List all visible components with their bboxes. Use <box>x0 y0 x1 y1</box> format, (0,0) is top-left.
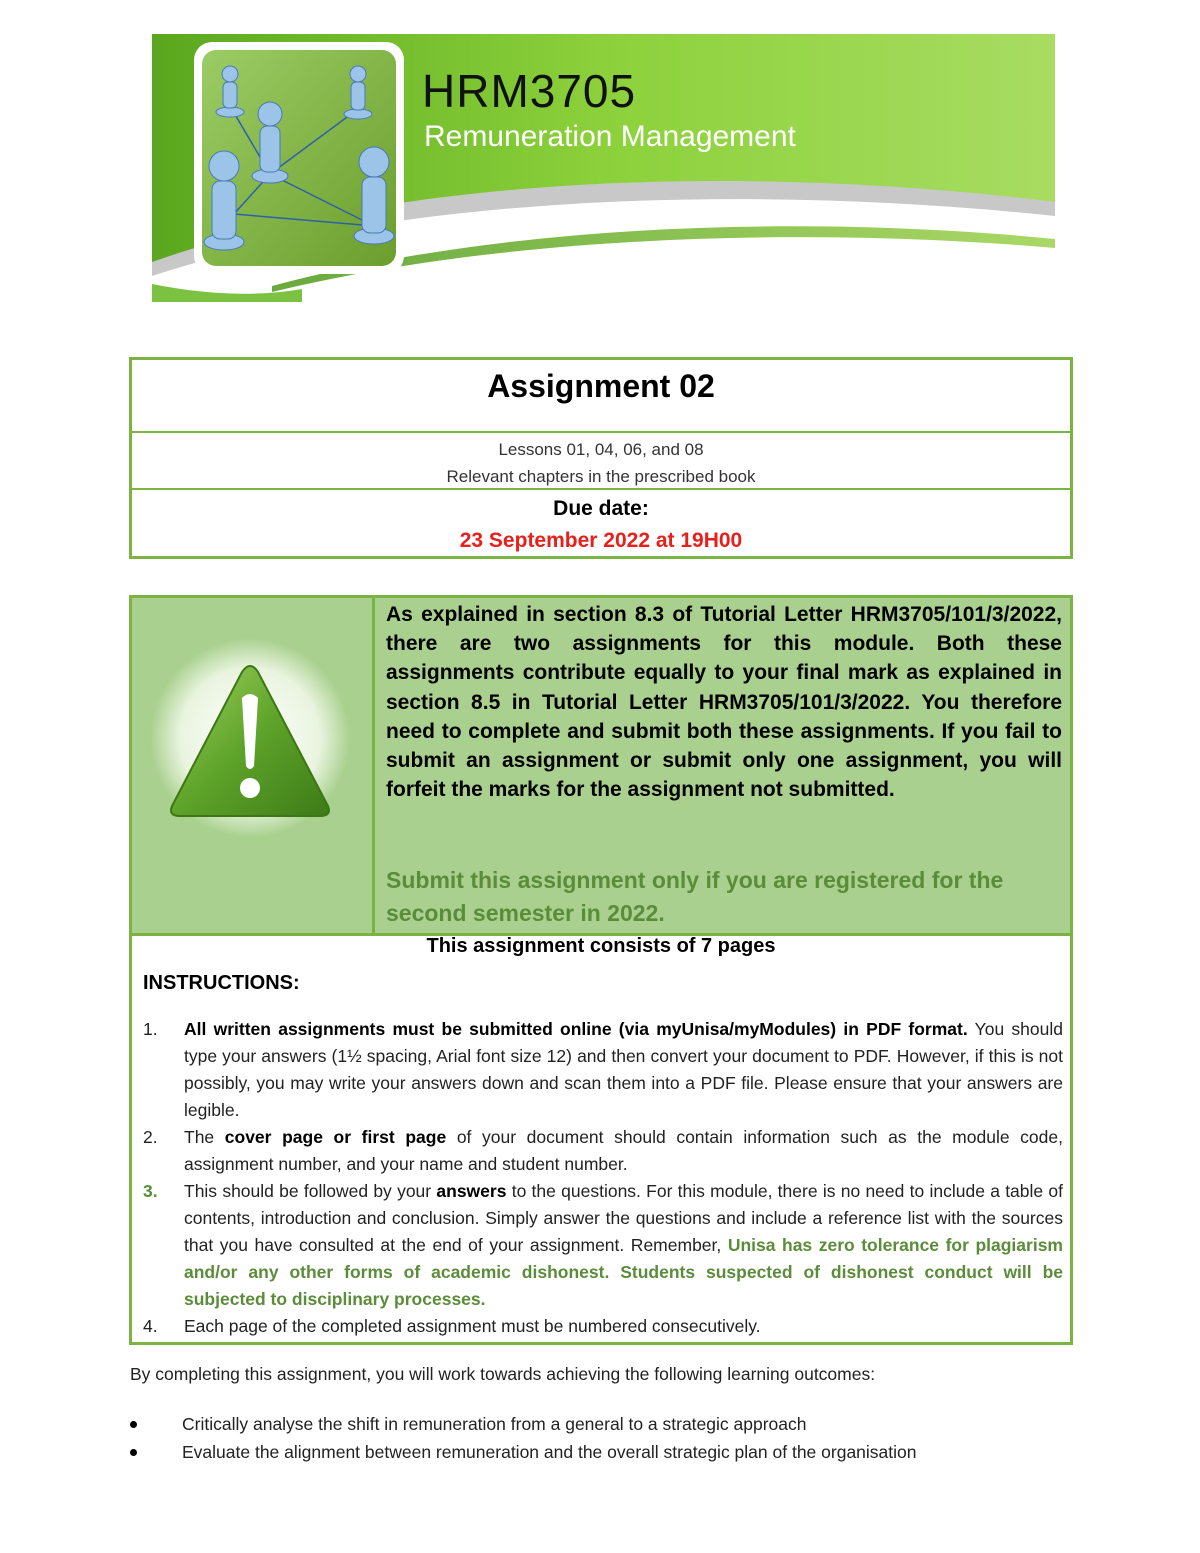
warning-cell <box>132 598 375 933</box>
outcome-text: Evaluate the alignment between remuneration and the overall strategic plan of the organisation <box>182 1442 917 1462</box>
lessons-text: Lessons 01, 04, 06, and 08 <box>498 440 704 459</box>
instructions-heading: INSTRUCTIONS: <box>143 972 300 994</box>
assignment-title-row <box>132 360 1070 433</box>
outcomes-list <box>130 1410 917 1466</box>
item-text: of your document should contain information such as the module code, assignment number, and your name and student number. <box>184 1127 1063 1174</box>
instructions-list <box>143 1016 1063 1340</box>
item-bold-text: All written assignments must be submitted online (via myUnisa/myModules) in PDF format. <box>184 1019 968 1039</box>
list-item <box>130 1410 917 1438</box>
module-code: HRM3705 <box>422 65 637 117</box>
item-number: 4. <box>143 1316 158 1336</box>
warning-triangle-icon <box>150 638 350 838</box>
notice-box <box>129 595 1073 1345</box>
due-date-row <box>132 490 1070 558</box>
notice-top-row <box>132 598 1070 936</box>
item-number: 1. <box>143 1019 158 1039</box>
outcome-text: Critically analyse the shift in remuneration from a general to a strategic approach <box>182 1414 807 1434</box>
lessons-row <box>132 433 1070 490</box>
assignment-info-table <box>129 357 1073 559</box>
item-text: Each page of the completed assignment must be numbered consecutively. <box>184 1316 761 1336</box>
semester-notice: Submit this assignment only if you are registered for the second semester in 2022. <box>386 867 1004 926</box>
due-date-value: 23 September 2022 at 19H00 <box>459 529 743 552</box>
module-name: Remuneration Management <box>424 120 796 153</box>
bullet-icon <box>130 1421 137 1428</box>
item-number: 2. <box>143 1127 158 1147</box>
list-item <box>143 1124 1063 1178</box>
item-text: This should be followed by your <box>184 1181 432 1201</box>
list-item <box>143 1016 1063 1124</box>
item-text: to the questions. For this module, there is no need to include a table of contents, introduction and conclusion. Simply answer the questions and include a reference list with the sources that you have consulted at the end of your assignment. Remember, <box>184 1181 1063 1255</box>
list-item <box>143 1178 1063 1313</box>
outcomes-intro: By completing this assignment, you will work towards achieving the following learning outcomes: <box>130 1364 876 1384</box>
notice-text: As explained in section 8.3 of Tutorial Letter HRM3705/101/3/2022, there are two assignments for this module. Both these assignments contribute equally to your final mark as explained in section 8.5 in Tutorial Letter HRM3705/101/3/2022. You therefore need to complete and submit both these assignments. If you fail to submit an assignment or submit only one assignment, you will forfeit the marks for the assignment not submitted. <box>386 603 1062 802</box>
page-count-text: This assignment consists of 7 pages <box>426 935 776 957</box>
chapters-text: Relevant chapters in the prescribed book <box>446 467 756 486</box>
list-item <box>143 1313 1063 1340</box>
assignment-title: Assignment 02 <box>487 368 715 404</box>
item-text: You should type your answers (1½ spacing, Arial font size 12) and then convert your document to PDF. However, if this is not possibly, you may write your answers down and scan them into a PDF file. Please ensure that your answers are legible. <box>184 1019 1064 1120</box>
item-number: 3. <box>143 1181 158 1201</box>
bullet-icon <box>130 1449 137 1456</box>
module-banner <box>152 34 1055 302</box>
item-text: The <box>184 1127 215 1147</box>
item-bold-text: answers <box>436 1181 507 1201</box>
list-item <box>130 1438 917 1466</box>
due-date-label: Due date: <box>553 497 649 520</box>
item-bold-text: cover page or first page <box>224 1127 447 1147</box>
plagiarism-warning: Unisa has zero tolerance for plagiarism and/or any other forms of academic dishonest. Students suspected of dishonest conduct will be subjected to disciplinary processes. <box>184 1235 1063 1309</box>
